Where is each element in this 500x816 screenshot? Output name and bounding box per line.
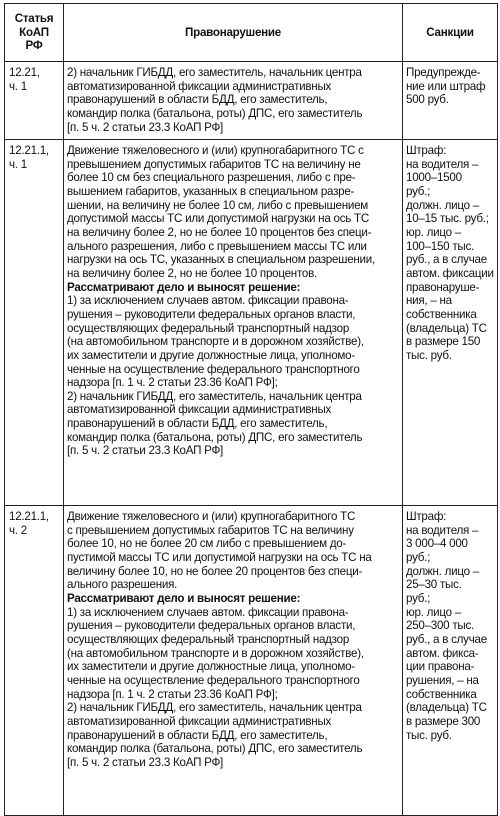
article-cell: 12.21, ч. 1	[5, 62, 64, 140]
header-offense: Правонарушение	[64, 4, 403, 62]
article-cell: 12.21.1, ч. 1	[5, 140, 64, 506]
table-row	[5, 506, 498, 816]
table-row	[5, 140, 498, 506]
offense-table	[4, 3, 498, 816]
decision-heading: Рассматривают дело и выносят решение:	[67, 591, 301, 605]
table-header-row	[5, 4, 498, 62]
offense-cell: 2) начальник ГИБДД, его заместитель, начальник центра автоматизированной фиксации административных правонарушений в области БДД, его заместитель, командир полка (батальона, роты) ДПС, его заместитель [п. 5 ч. 2 статьи 23.3 КоАП РФ]	[64, 62, 403, 140]
sanctions-cell: Штраф: на водителя – 1000–1500 руб.; должн. лицо – 10–15 тыс. руб.; юр. лицо – 100–150 тыс. руб., а в случае автом. фиксации правонаруше- ния, – на собственника (владельца) ТС в размере 150 тыс. руб.	[403, 140, 498, 506]
sanctions-cell: Предупрежде- ние или штраф 500 руб.	[403, 62, 498, 140]
table-row	[5, 62, 498, 140]
offense-cell: Движение тяжеловесного и (или) крупногабаритного ТС с превышением допустимых габаритов ТС на величину более 10, но не более 20 см либо с превышением до- пустимой массы ТС или допустимой нагрузки на ось ТС на величину более 10, но не более 20 процентов без специ- ального разрешения. Рассматривают дело и выносят решение: 1) за исключением случаев автом. фиксации правона- рушения – руководители федеральных органов власти, осуществляющих федеральный транспортный надзор (на автомобильном транспорте и в дорожном хозяйстве), их заместители и другие должностные лица, уполномо- ченные на осуществление федерального транспортного надзора [п. 1 ч. 2 статьи 23.36 КоАП РФ]; 2) начальник ГИБДД, его заместитель, начальник центра автоматизированной фиксации административных правонарушений в области БДД, его заместитель, командир полка (батальона, роты) ДПС, его заместитель [п. 5 ч. 2 статьи 23.3 КоАП РФ]	[64, 506, 403, 816]
sanctions-cell: Штраф: на водителя – 3 000–4 000 руб.; должн. лицо – 25–30 тыс. руб.; юр. лицо – 250–300 тыс. руб., а в случае автом. фикса- ции правона- рушения, – на собственника (владельца) ТС в размере 300 тыс. руб.	[403, 506, 498, 816]
decision-heading: Рассматривают дело и выносят решение:	[67, 280, 301, 294]
header-sanctions: Санкции	[403, 4, 498, 62]
header-article: Статья КоАП РФ	[5, 4, 64, 62]
offense-cell: Движение тяжеловесного и (или) крупногабаритного ТС с превышением допустимых габаритов ТС на величину не более 10 см без специального разрешения, либо с пре- вышением габаритов, указанных в специальном разре- шении, на величину не более 10 см, либо с превышением допустимой массы ТС или допустимой нагрузки на ось ТС на величину более 2, но не более 10 процентов без специ- ального разрешения, либо с превышением массы ТС или нагрузки на ось ТС, указанных в специальном разрешении, на величину более 2, но не более 10 процентов. Рассматривают дело и выносят решение: 1) за исключением случаев автом. фиксации правона- рушения – руководители федеральных органов власти, осуществляющих федеральный транспортный надзор (на автомобильном транспорте и в дорожном хозяйстве), их заместители и другие должностные лица, уполномо- ченные на осуществление федерального транспортного надзора [п. 1 ч. 2 статьи 23.36 КоАП РФ]; 2) начальник ГИБДД, его заместитель, начальник центра автоматизированной фиксации административных правонарушений в области БДД, его заместитель, командир полка (батальона, роты) ДПС, его заместитель [п. 5 ч. 2 статьи 23.3 КоАП РФ]	[64, 140, 403, 506]
article-cell: 12.21.1, ч. 2	[5, 506, 64, 816]
